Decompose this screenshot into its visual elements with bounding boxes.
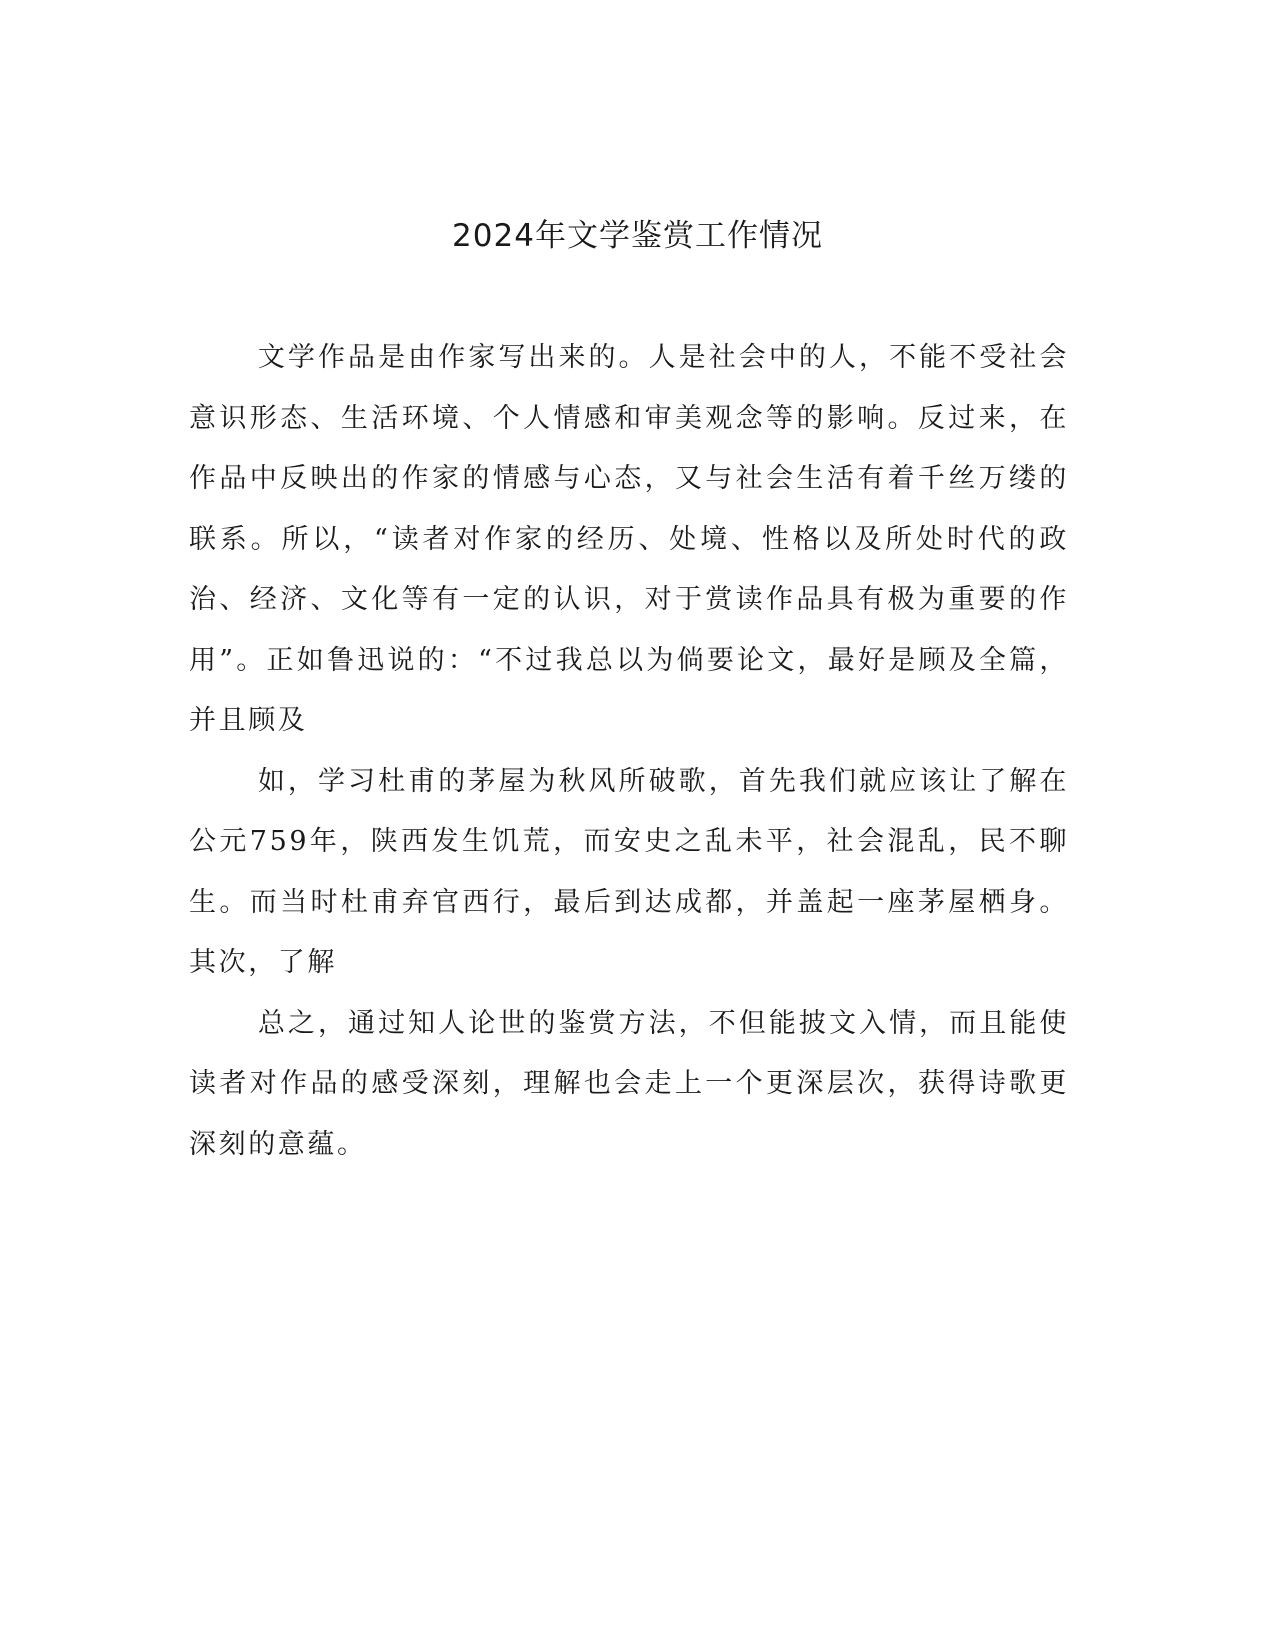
document-body xyxy=(189,328,1069,1175)
paragraph-3: 总之，通过知人论世的鉴赏方法，不但能披文入情，而且能使读者对作品的感受深刻，理解也会走上一个更深层次，获得诗歌更深刻的意蕴。 xyxy=(189,1007,1069,1160)
paragraph-2: 如，学习杜甫的茅屋为秋风所破歌，首先我们就应该让了解在公元759年，陕西发生饥荒，而安史之乱未平，社会混乱，民不聊生。而当时杜甫弃官西行，最后到达成都，并盖起一座茅屋栖身。其次，了解 xyxy=(189,765,1069,978)
paragraph-1: 文学作品是由作家写出来的。人是社会中的人，不能不受社会意识形态、生活环境、个人情感和审美观念等的影响。反过来，在作品中反映出的作家的情感与心态，又与社会生活有着千丝万缕的联系。所以，“读者对作家的经历、处境、性格以及所处时代的政治、经济、文化等有一定的认识，对于赏读作品具有极为重要的作用”。正如鲁迅说的：“不过我总以为倘要论文，最好是顾及全篇，并且顾及 xyxy=(189,342,1069,736)
document-title: 2024年文学鉴赏工作情况 xyxy=(452,218,823,254)
